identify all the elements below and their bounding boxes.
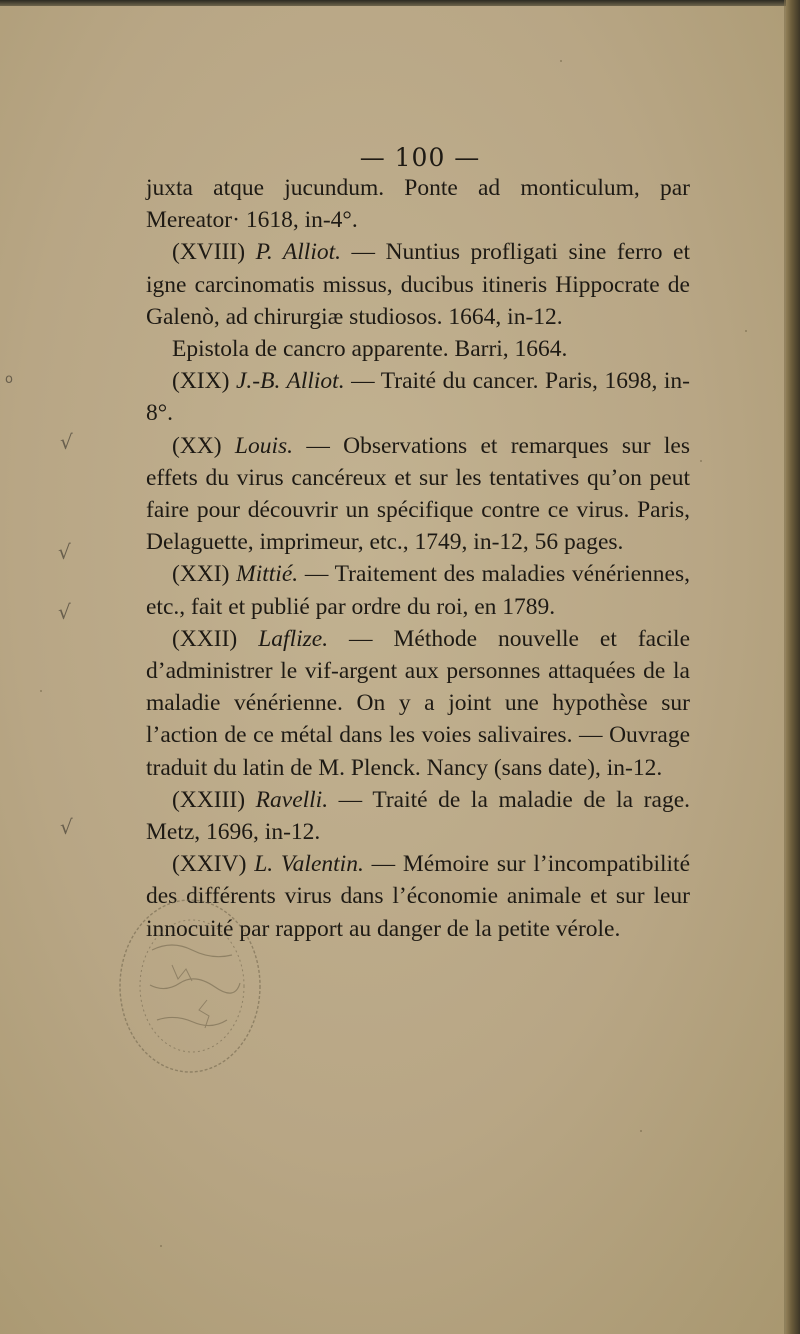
entry-xx: [146, 430, 690, 559]
entry-xxiii: [146, 784, 690, 848]
entry-author: Mittié.: [236, 561, 299, 588]
entry-text: — Traité du cancer. Paris, 1698, in-8°.: [146, 368, 690, 427]
entry-author: P. Alliot.: [255, 239, 342, 266]
library-stamp-seal: [112, 890, 268, 1080]
page-binding-edge: [786, 0, 800, 1334]
entry-number: (XXIII): [172, 786, 246, 813]
page-number: — 100 —: [359, 143, 481, 172]
entry-text: — Traitement des maladies vénériennes, etc., fait et publié par ordre du roi, en 1789.: [146, 561, 690, 620]
entry-xix: [146, 365, 690, 429]
margin-check-mark: √: [60, 430, 73, 454]
margin-check-mark: √: [58, 540, 71, 564]
entry-text: — Traité de la maladie de la rage. Metz, 1696, in-12.: [146, 786, 690, 846]
entry-number: (XIX): [172, 368, 230, 395]
entry-xviii: [146, 236, 690, 333]
entry-epistola: [146, 333, 690, 365]
margin-dot-mark: o: [5, 372, 13, 387]
entry-xxii: [146, 623, 690, 784]
paragraph-0: juxta atque jucundum. Ponte ad monticulum, par Mereator· 1618, in-4°.: [146, 175, 690, 234]
entry-author: Louis.: [234, 432, 294, 459]
entry-number: (XXI): [172, 561, 230, 588]
entry-number: (XXIV): [172, 851, 247, 878]
entry-number: (XVIII): [172, 239, 246, 266]
entry-text: — Observations et remarques sur les effets du virus cancéreux et sur les tentatives qu’on peut faire pour découvrir un spécifique contre ce virus. Paris, Delaguette, imprimeur, etc., 1749, in-12, 56 pages.: [146, 432, 690, 556]
entry-number: (XXII): [172, 625, 238, 652]
entry-xxi: [146, 558, 690, 622]
entry-text: Epistola de cancro apparente. Barri, 1664.: [172, 336, 568, 363]
entry-author: L. Valentin.: [254, 851, 364, 878]
entry-number: (XX): [172, 432, 222, 459]
entry-text: — Mémoire sur l’incompatibilité des différents virus dans l’économie animale et sur leur innocuité par rapport au danger de la petite vérole.: [146, 851, 690, 942]
margin-check-mark: √: [60, 815, 73, 839]
entry-text: — Nuntius profligati sine ferro et igne carcinomatis missus, ducibus itineris Hippocrate de Galenò, ad chirurgiæ studiosos. 1664, in-12.: [146, 239, 691, 330]
entry-author: Laflize.: [258, 625, 329, 652]
entry-author: Ravelli.: [255, 786, 329, 813]
entry-text: — Méthode nouvelle et facile d’administrer le vif-argent aux personnes attaquées de la maladie vénérienne. On y a joint une hypothèse sur l’action de ce métal dans les voies salivaires. — Ouvrage traduit du latin de M. Plenck. Nancy (sans date), in-12.: [146, 625, 690, 781]
bibliography-text: [146, 172, 690, 945]
margin-check-mark: √: [58, 600, 71, 624]
page-top-edge: [0, 0, 800, 6]
entry-author: J.-B. Alliot.: [235, 368, 345, 395]
